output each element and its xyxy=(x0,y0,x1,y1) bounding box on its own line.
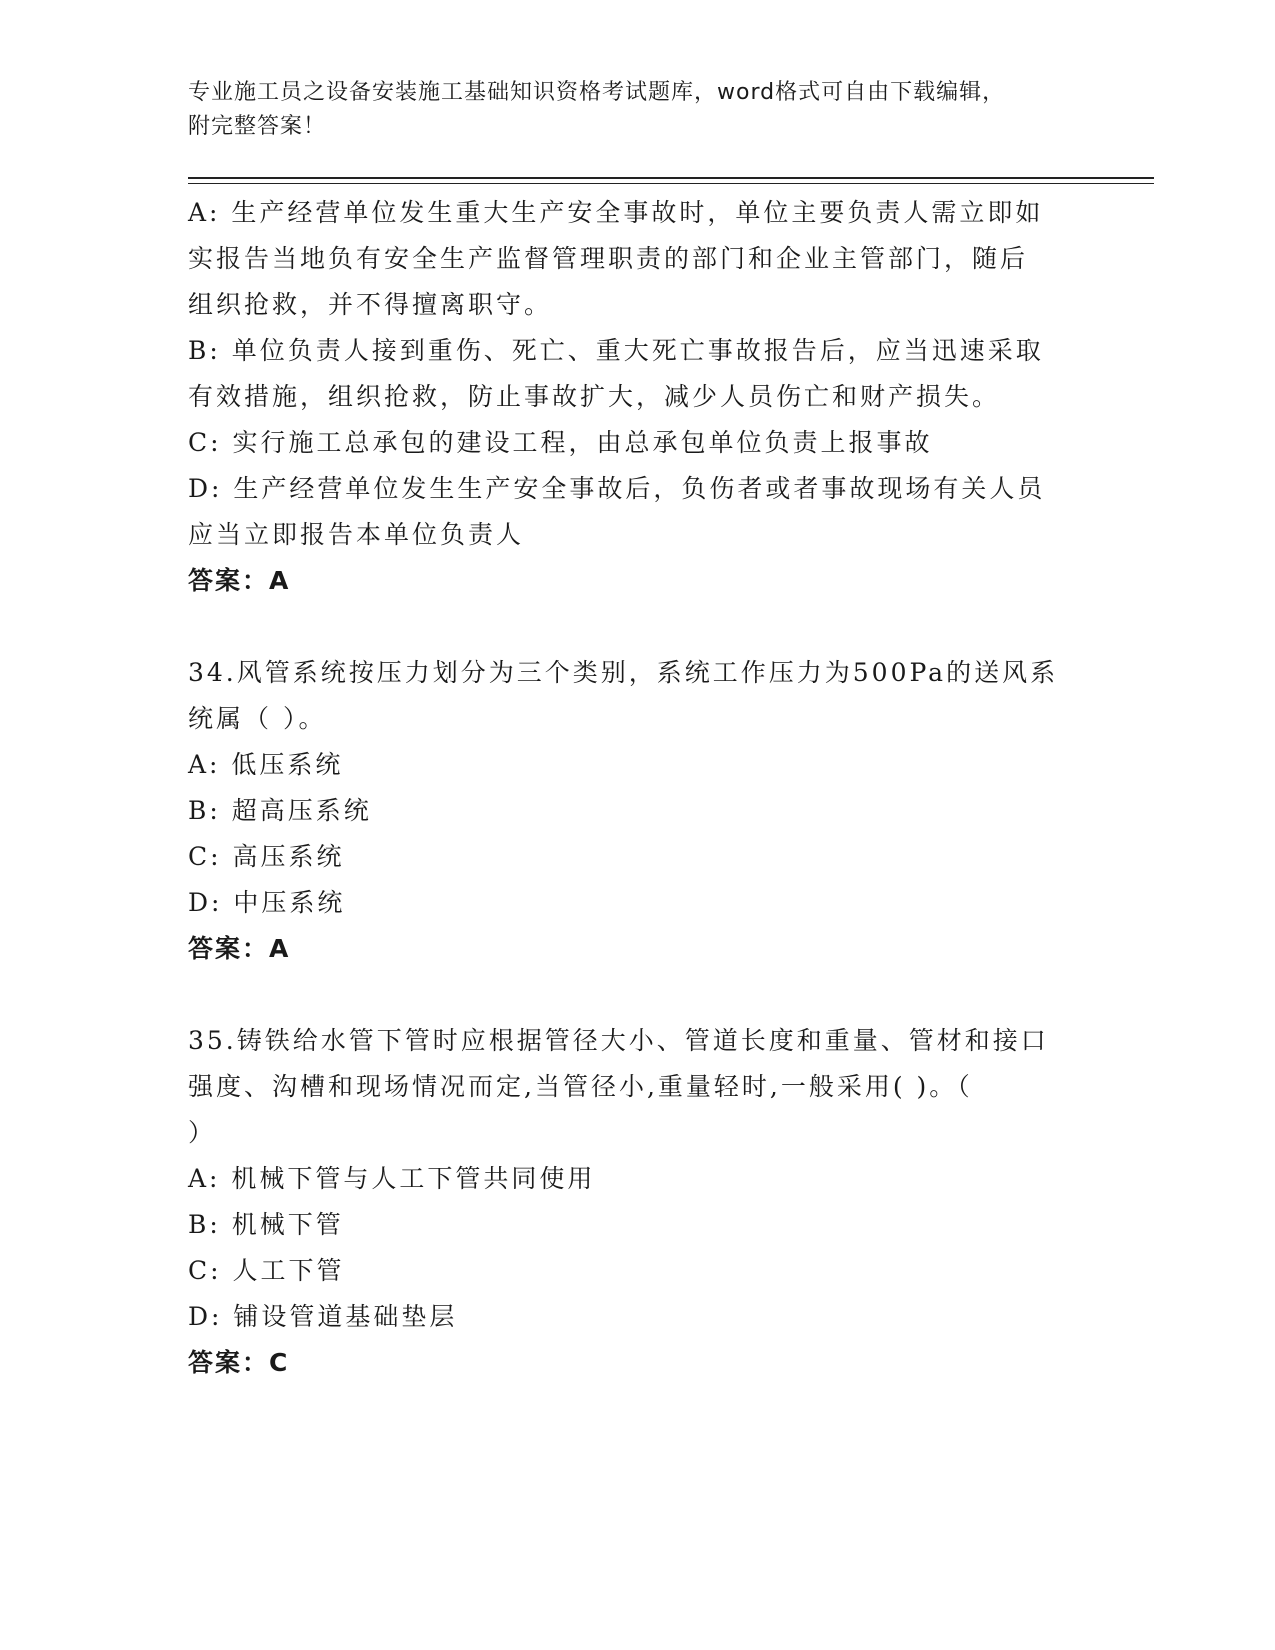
option-b-line-2: 有效措施，组织抢救，防止事故扩大，减少人员伤亡和财产损失。 xyxy=(188,382,1001,411)
option-d-line-1: D: 生产经营单位发生生产安全事故后，负伤者或者事故现场有关人员 xyxy=(188,474,1046,503)
option-a-line-1: A: 生产经营单位发生重大生产安全事故时，单位主要负责人需立即如 xyxy=(188,198,1044,227)
option-a-line-2: 实报告当地负有安全生产监督管理职责的部门和企业主管部门，随后 xyxy=(188,244,1029,273)
question-34-option-d: D: 中压系统 xyxy=(188,888,346,917)
question-34-option-c: C: 高压系统 xyxy=(188,842,345,871)
question-35-line-3: ） xyxy=(188,1118,217,1147)
option-b-line-1: B: 单位负责人接到重伤、死亡、重大死亡事故报告后，应当迅速采取 xyxy=(188,336,1044,365)
question-34-answer: 答案：A xyxy=(188,934,291,963)
question-34-block xyxy=(188,650,1088,972)
question-34-option-a: A: 低压系统 xyxy=(188,750,344,779)
question-35-block xyxy=(188,1018,1088,1386)
spacer xyxy=(188,972,1088,1018)
header-line-1: 专业施工员之设备安装施工基础知识资格考试题库，word格式可自由下载编辑， xyxy=(188,80,1006,105)
option-a-line-3: 组织抢救，并不得擅离职守。 xyxy=(188,290,553,319)
question-34-line-1: 34.风管系统按压力划分为三个类别，系统工作压力为500Pa的送风系 xyxy=(188,658,1059,687)
answer: 答案：A xyxy=(188,566,291,595)
prev-question-block xyxy=(188,190,1088,604)
question-35-option-a: A: 机械下管与人工下管共同使用 xyxy=(188,1164,596,1193)
question-34-option-b: B: 超高压系统 xyxy=(188,796,372,825)
option-c-line-1: C: 实行施工总承包的建设工程，由总承包单位负责上报事故 xyxy=(188,428,933,457)
question-35-line-2: 强度、沟槽和现场情况而定,当管径小,重量轻时,一般采用( )。（ xyxy=(188,1072,973,1101)
question-34-line-2: 统属（ ）。 xyxy=(188,704,327,733)
header-divider-thin xyxy=(188,183,1154,184)
question-35-option-b: B: 机械下管 xyxy=(188,1210,344,1239)
option-d-line-2: 应当立即报告本单位负责人 xyxy=(188,520,525,549)
question-35-line-1: 35.铸铁给水管下管时应根据管径大小、管道长度和重量、管材和接口 xyxy=(188,1026,1049,1055)
document-header xyxy=(188,76,1088,144)
question-35-option-d: D: 铺设管道基础垫层 xyxy=(188,1302,458,1331)
header-line-2: 附完整答案！ xyxy=(188,114,327,139)
question-35-option-c: C: 人工下管 xyxy=(188,1256,345,1285)
header-divider-thick xyxy=(188,177,1154,179)
question-35-answer: 答案：C xyxy=(188,1348,290,1377)
question-content xyxy=(188,190,1088,1386)
spacer xyxy=(188,604,1088,650)
